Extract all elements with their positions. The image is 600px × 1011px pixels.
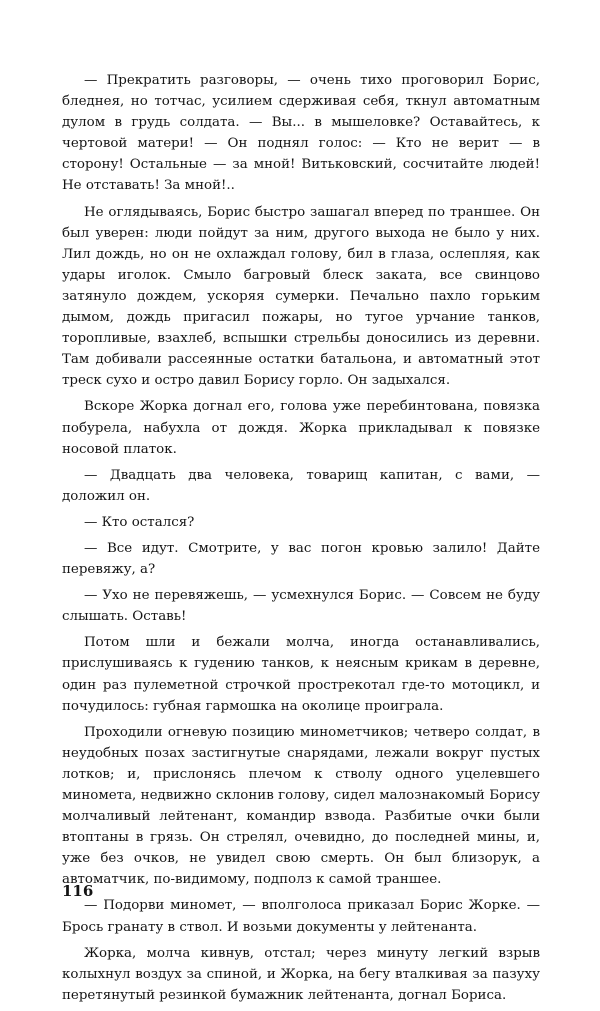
paragraph-7: — Ухо не перевяжешь, — усмехнулся Борис. — Совсем не буду слышать. Оставь!	[62, 588, 540, 625]
paragraph-8: Потом шли и бежали молча, иногда останавливались, прислушиваясь к гудению танков, к неясным крикам в деревне, один раз пулеметной строчкой прострекотал где-то мотоцикл, и почудилось: губная гармошка на околице проиграла.	[62, 635, 540, 714]
paragraph-2: Не оглядываясь, Борис быстро зашагал вперед по траншее. Он был уверен: люди пойдут за ним, другого выхода не было у них. Лил дождь, но он не охлаждал голову, бил в глаза, ослепляя, как удары иголок. Смыло багровый блеск заката, все свинцово затянуло дождем, ускоряя сумерки. Печально пахло горьким дымом, дождь пригасил пожары, но тугое урчание танков, торопливые, взахлеб, вспышки стрельбы доносились из деревни. Там добивали рассеянные остатки батальона, и автоматный этот треск сухо и остро давил Борису горло. Он задыхался.	[62, 204, 540, 389]
paragraph-5: — Кто остался?	[84, 514, 195, 530]
paragraph-3: Вскоре Жорка догнал его, голова уже перебинтована, повязка побурела, набухла от дождя. Жорка прикладывал к повязке носовой платок.	[62, 399, 540, 457]
paragraph-1: — Прекратить разговоры, — очень тихо проговорил Борис, бледнея, но тотчас, усилием сдерживая себя, ткнул автоматным дулом в грудь солдата. — Вы... в мышеловке? Оставайтесь, к чертовой матери! — Он поднял голос: — Кто не верит — в сторону! Остальные — за мной! Витьковский, сосчитайте людей! Не отставать! За мной!..	[62, 73, 540, 194]
paragraph-6: — Все идут. Смотрите, у вас погон кровью залило! Дайте перевяжу, а?	[62, 540, 540, 578]
paragraph-4: — Двадцать два человека, товарищ капитан, с вами, — доложил он.	[62, 467, 540, 504]
paragraph-9: Проходили огневую позицию минометчиков; четверо солдат, в неудобных позах застигнутые снарядами, лежали вокруг пустых лотков; и, прислонясь плечом к стволу одного уцелевшего миномета, недвижно склонив голову, сидел малознакомый Борису молчаливый лейтенант, командир взвода. Разбитые очки были втоптаны в грязь. Он стрелял, очевидно, до последней мины, и, уже без очков, не увидел свою смерть. Он был близорук, а автоматчик, по-видимому, подполз к самой траншее.	[62, 724, 540, 888]
paragraph-11: Жорка, молча кивнув, отстал; через минуту легкий взрыв колыхнул воздух за спиной, и Жорка, на бегу вталкивая за пазуху перетянутый резинкой бумажник лейтенанта, догнал Бориса.	[62, 945, 540, 1003]
page-number: 116	[62, 882, 94, 900]
book-page-text	[62, 70, 540, 1011]
paragraph-10: — Подорви миномет, — вполголоса приказал Борис Жорке. — Брось гранату в ствол. И возьми документы у лейтенанта.	[62, 898, 540, 935]
